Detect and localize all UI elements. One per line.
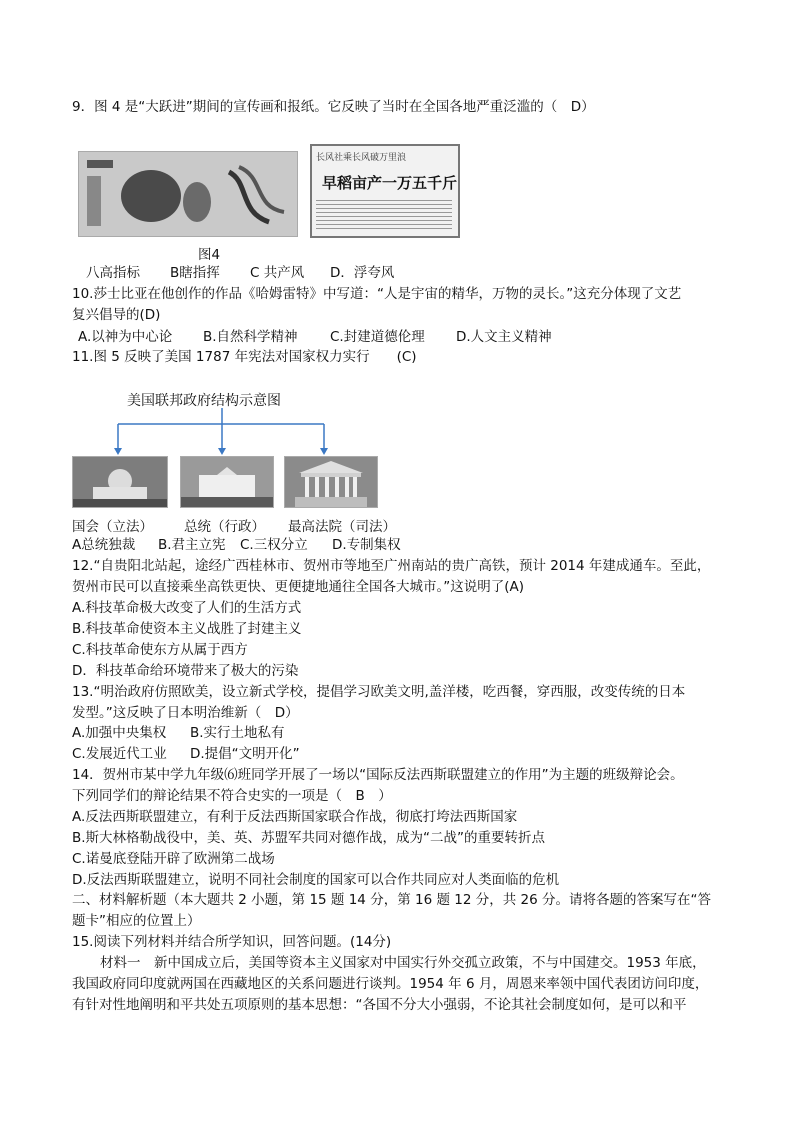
q9-option-a: 八高指标 — [86, 265, 140, 281]
q10-stem-line1: 10.莎士比亚在他创作的作品《哈姆雷特》中写道：“人是宇宙的精华，万物的灵长。”这充分体现了文艺 — [72, 286, 682, 302]
caption-supreme-court: 最高法院（司法） — [288, 519, 396, 535]
q9-option-c: C 共产风 — [250, 265, 305, 281]
q11-option-c: C.三权分立 — [240, 537, 308, 553]
q10-stem-line2: 复兴倡导的(D) — [72, 307, 161, 323]
q10-option-c: C.封建道德伦理 — [330, 329, 425, 345]
q13-option-d: D.提倡“文明开化” — [190, 746, 300, 762]
figure-4-caption: 图4 — [198, 247, 221, 263]
q12-option-c: C.科技革命使东方从属于西方 — [72, 642, 248, 658]
q15-material1-line3: 有针对性地阐明和平共处五项原则的基本思想：“各国不分大小强弱，不论其社会制度如何，是可以和平 — [72, 997, 687, 1013]
newspaper-image — [310, 144, 460, 238]
federal-structure-arrows — [72, 406, 392, 456]
q11-option-a: A总统独裁 — [72, 537, 136, 553]
q9-option-d: D．浮夸风 — [330, 265, 395, 281]
section2-heading-line1: 二、材料解析题（本大题共 2 小题，第 15 题 14 分，第 16 题 12 分，共 26 分。请将各题的答案写在“答 — [72, 892, 711, 908]
q15-material1-line1: 材料一 新中国成立后，美国等资本主义国家对中国实行外交孤立政策，不与中国建交。1953 年底， — [100, 955, 706, 971]
supreme-court-image — [284, 456, 378, 508]
q12-option-b: B.科技革命使资本主义战胜了封建主义 — [72, 621, 302, 637]
q14-stem-line2: 下列同学们的辩论结果不符合史实的一项是（ B ） — [72, 788, 392, 804]
q11-diagram-title: 美国联邦政府结构示意图 — [127, 393, 281, 409]
q15-stem: 15.阅读下列材料并结合所学知识，回答问题。(14分) — [72, 934, 392, 950]
q9-option-b: B瞎指挥 — [170, 265, 220, 281]
q12-stem-line1: 12.“自贵阳北站起，途经广西桂林市、贺州市等地至广州南站的贵广高铁，预计 2014 年建成通车。至此， — [72, 558, 711, 574]
q11-option-b: B.君主立宪 — [158, 537, 226, 553]
white-house-image — [180, 456, 274, 508]
q11-stem: 11.图 5 反映了美国 1787 年宪法对国家权力实行 (C) — [72, 349, 417, 365]
q12-option-d: D．科技革命给环境带来了极大的污染 — [72, 663, 299, 679]
q13-stem-line1: 13.“明治政府仿照欧美，设立新式学校，提倡学习欧美文明,盖洋楼，吃西餐，穿西服，改变传统的日本 — [72, 684, 686, 700]
q15-material1-line2: 我国政府同印度就两国在西藏地区的关系问题进行谈判。1954 年 6 月，周恩来率领中国代表团访问印度， — [72, 976, 709, 992]
caption-congress: 国会（立法） — [72, 519, 153, 535]
q14-option-a: A.反法西斯联盟建立，有利于反法西斯国家联合作战，彻底打垮法西斯国家 — [72, 809, 518, 825]
newspaper-small-headline: 长风社乘长风破万里浪 — [316, 153, 407, 163]
q12-option-a: A.科技革命极大改变了人们的生活方式 — [72, 600, 302, 616]
q13-stem-line2: 发型。”这反映了日本明治维新（ D） — [72, 705, 299, 721]
q9-stem: 9．图 4 是“大跃进”期间的宣传画和报纸。它反映了当时在全国各地严重泛滥的（ D） — [72, 99, 595, 115]
q14-option-d: D.反法西斯联盟建立，说明不同社会制度的国家可以合作共同应对人类面临的危机 — [72, 872, 560, 888]
q11-option-d: D.专制集权 — [332, 537, 401, 553]
q13-option-b: B.实行土地私有 — [190, 725, 285, 741]
section2-heading-line2: 题卡”相应的位置上） — [72, 913, 201, 929]
propaganda-poster-image — [78, 151, 298, 237]
q13-option-c: C.发展近代工业 — [72, 746, 167, 762]
capitol-building-image — [72, 456, 168, 508]
q10-option-b: B.自然科学精神 — [203, 329, 298, 345]
q12-stem-line2: 贺州市民可以直接乘坐高铁更快、更便捷地通往全国各大城市。”这说明了(A) — [72, 579, 525, 595]
q10-option-d: D.人文主义精神 — [456, 329, 552, 345]
q14-option-b: B.斯大林格勒战役中，美、英、苏盟军共同对德作战，成为“二战”的重要转折点 — [72, 830, 546, 846]
newspaper-text-block — [316, 200, 452, 230]
q10-option-a: A.以神为中心论 — [78, 329, 173, 345]
newspaper-big-headline: 早稻亩产一万五千斤 — [322, 174, 458, 192]
q13-option-a: A.加强中央集权 — [72, 725, 167, 741]
q14-option-c: C.诺曼底登陆开辟了欧洲第二战场 — [72, 851, 275, 867]
q14-stem-line1: 14．贺州市某中学九年级⑹班同学开展了一场以“国际反法西斯联盟建立的作用”为主题的班级辩论会。 — [72, 767, 684, 783]
caption-president: 总统（行政） — [184, 519, 265, 535]
